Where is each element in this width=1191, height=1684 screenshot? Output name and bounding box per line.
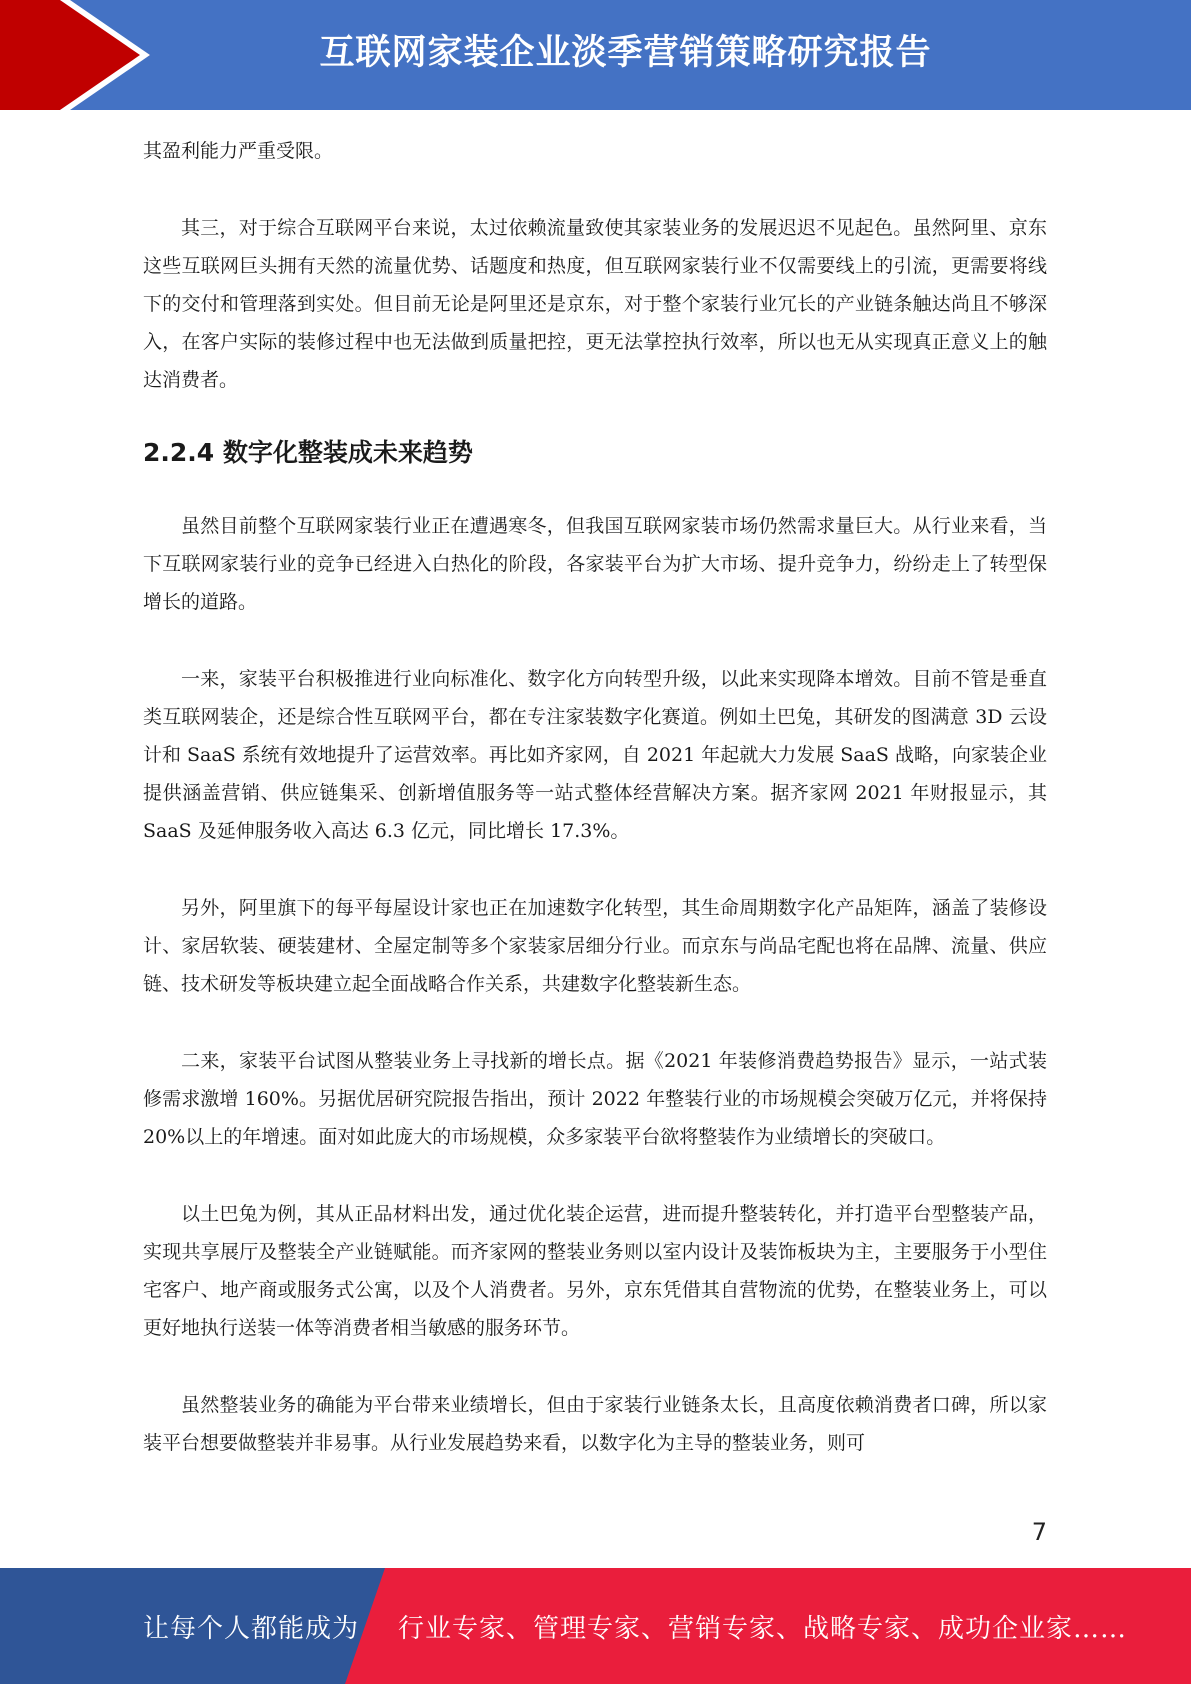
page-footer — [0, 1568, 1191, 1684]
paragraph: 另外，阿里旗下的每平每屋设计家也正在加速数字化转型，其生命周期数字化产品矩阵，涵盖了装修设计、家居软装、硬装建材、全屋定制等多个家装家居细分行业。而京东与尚品宅配也将在品牌、流量、供应链、技术研发等板块建立起全面战略合作关系，共建数字化整装新生态。 — [143, 897, 1047, 995]
red-arrow-icon — [0, 0, 160, 110]
paragraph: 二来，家装平台试图从整装业务上寻找新的增长点。据《2021 年装修消费趋势报告》显示，一站式装修需求激增 160%。另据优居研究院报告指出，预计 2022 年整装行业的市场规模会突破万亿元，并将保持 20%以上的年增速。面对如此庞大的市场规模，众多家装平台欲将整装作为业绩增长的突破口。 — [143, 1050, 1047, 1148]
paragraph: 其盈利能力严重受限。 — [143, 140, 334, 162]
page-number: 7 — [1031, 1518, 1047, 1546]
report-title: 互联网家装企业淡季营销策略研究报告 — [319, 33, 932, 73]
paragraph: 虽然目前整个互联网家装行业正在遭遇寒冬，但我国互联网家装市场仍然需求量巨大。从行业来看，当下互联网家装行业的竞争已经进入白热化的阶段，各家装平台为扩大市场、提升竞争力，纷纷走上了转型保增长的道路。 — [143, 515, 1047, 613]
paragraph: 其三，对于综合互联网平台来说，太过依赖流量致使其家装业务的发展迟迟不见起色。虽然阿里、京东这些互联网巨头拥有天然的流量优势、话题度和热度，但互联网家装行业不仅需要线上的引流，更需要将线下的交付和管理落到实处。但目前无论是阿里还是京东，对于整个家装行业冗长的产业链条触达尚且不够深入，在客户实际的装修过程中也无法做到质量把控，更无法掌控执行效率，所以也无从实现真正意义上的触达消费者。 — [143, 217, 1047, 391]
paragraph: 一来，家装平台积极推进行业向标准化、数字化方向转型升级，以此来实现降本增效。目前不管是垂直类互联网装企，还是综合性互联网平台，都在专注家装数字化赛道。例如土巴兔，其研发的图满意 3D 云设计和 SaaS 系统有效地提升了运营效率。再比如齐家网，自 2021 年起就大力发展 SaaS 战略，向家装企业提供涵盖营销、供应链集采、创新增值服务等一站式整体经营解决方案。据齐家网 2021 年财报显示，其 SaaS 及延伸服务收入高达 6.3 亿元，同比增长 17.3%。 — [143, 668, 1047, 842]
footer-slogan-right: 行业专家、管理专家、营销专家、战略专家、成功企业家…… — [398, 1614, 1128, 1644]
page-header — [0, 0, 1191, 110]
section-heading: 2.2.4 数字化整装成未来趋势 — [143, 438, 473, 467]
document-body — [143, 132, 1047, 1462]
paragraph: 以土巴兔为例，其从正品材料出发，通过优化装企运营，进而提升整装转化，并打造平台型整装产品，实现共享展厅及整装全产业链赋能。而齐家网的整装业务则以室内设计及装饰板块为主，主要服务于小型住宅客户、地产商或服务式公寓，以及个人消费者。另外，京东凭借其自营物流的优势，在整装业务上，可以更好地执行送装一体等消费者相当敏感的服务环节。 — [143, 1203, 1047, 1339]
footer-slogan-left: 让每个人都能成为 — [143, 1614, 360, 1644]
paragraph: 虽然整装业务的确能为平台带来业绩增长，但由于家装行业链条太长，且高度依赖消费者口碑，所以家装平台想要做整装并非易事。从行业发展趋势来看，以数字化为主导的整装业务，则可 — [143, 1394, 1047, 1454]
